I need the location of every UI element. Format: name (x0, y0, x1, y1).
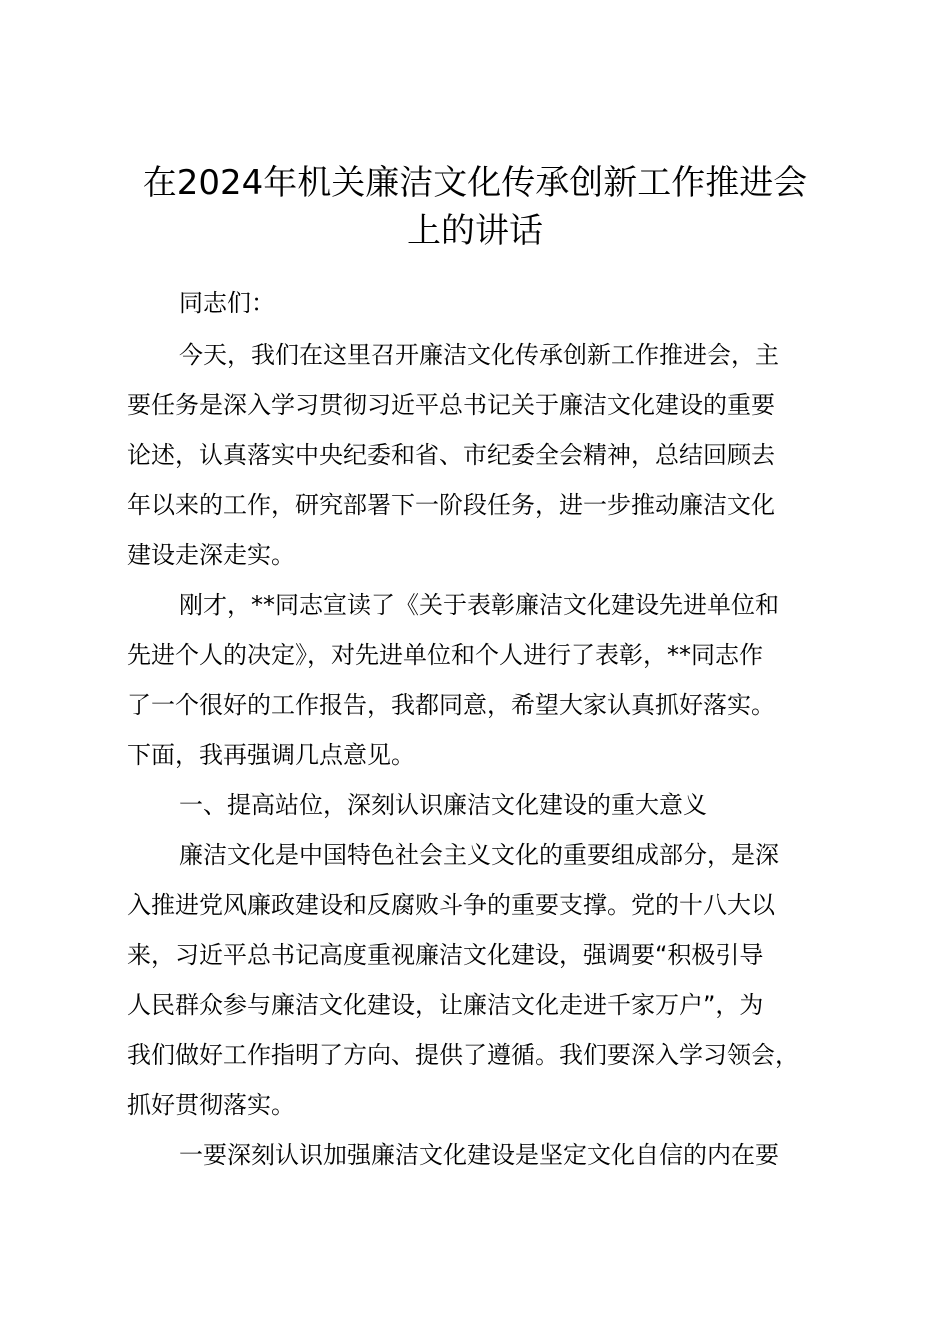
paragraph-line: 一要深刻认识加强廉洁文化建设是坚定文化自信的内在要 (179, 1141, 779, 1169)
paragraph-line: 入推进党风廉政建设和反腐败斗争的重要支撑。党的十八大以 (127, 891, 775, 919)
paragraph-line: 先进个人的决定》，对先进单位和个人进行了表彰，**同志作 (127, 641, 763, 669)
paragraph-line: 了一个很好的工作报告，我都同意，希望大家认真抓好落实。 (127, 691, 775, 719)
paragraph-line: 人民群众参与廉洁文化建设，让廉洁文化走进千家万户”，为 (127, 991, 764, 1019)
paragraph-line: 抓好贯彻落实。 (127, 1091, 295, 1119)
paragraph-line: 年以来的工作，研究部署下一阶段任务，进一步推动廉洁文化 (127, 491, 775, 519)
paragraph-line: 建设走深走实。 (127, 541, 295, 569)
document-title-line-1: 在2024年机关廉洁文化传承创新工作推进会 (142, 163, 808, 203)
paragraph-line: 今天，我们在这里召开廉洁文化传承创新工作推进会，主 (179, 341, 779, 369)
paragraph-line: 刚才，**同志宣读了《关于表彰廉洁文化建设先进单位和 (179, 591, 779, 619)
paragraph-line: 廉洁文化是中国特色社会主义文化的重要组成部分，是深 (179, 841, 779, 869)
document-title-line-2: 上的讲话 (407, 211, 543, 251)
paragraph-line: 论述，认真落实中央纪委和省、市纪委全会精神，总结回顾去 (127, 441, 775, 469)
paragraph-line: 来，习近平总书记高度重视廉洁文化建设，强调要“积极引导 (127, 941, 764, 969)
section-heading: 一、提高站位，深刻认识廉洁文化建设的重大意义 (179, 791, 707, 819)
paragraph-line: 要任务是深入学习贯彻习近平总书记关于廉洁文化建设的重要 (127, 391, 775, 419)
paragraph-line: 我们做好工作指明了方向、提供了遵循。我们要深入学习领会， (127, 1041, 799, 1069)
salutation: 同志们： (179, 289, 275, 317)
paragraph-line: 下面，我再强调几点意见。 (127, 741, 415, 769)
